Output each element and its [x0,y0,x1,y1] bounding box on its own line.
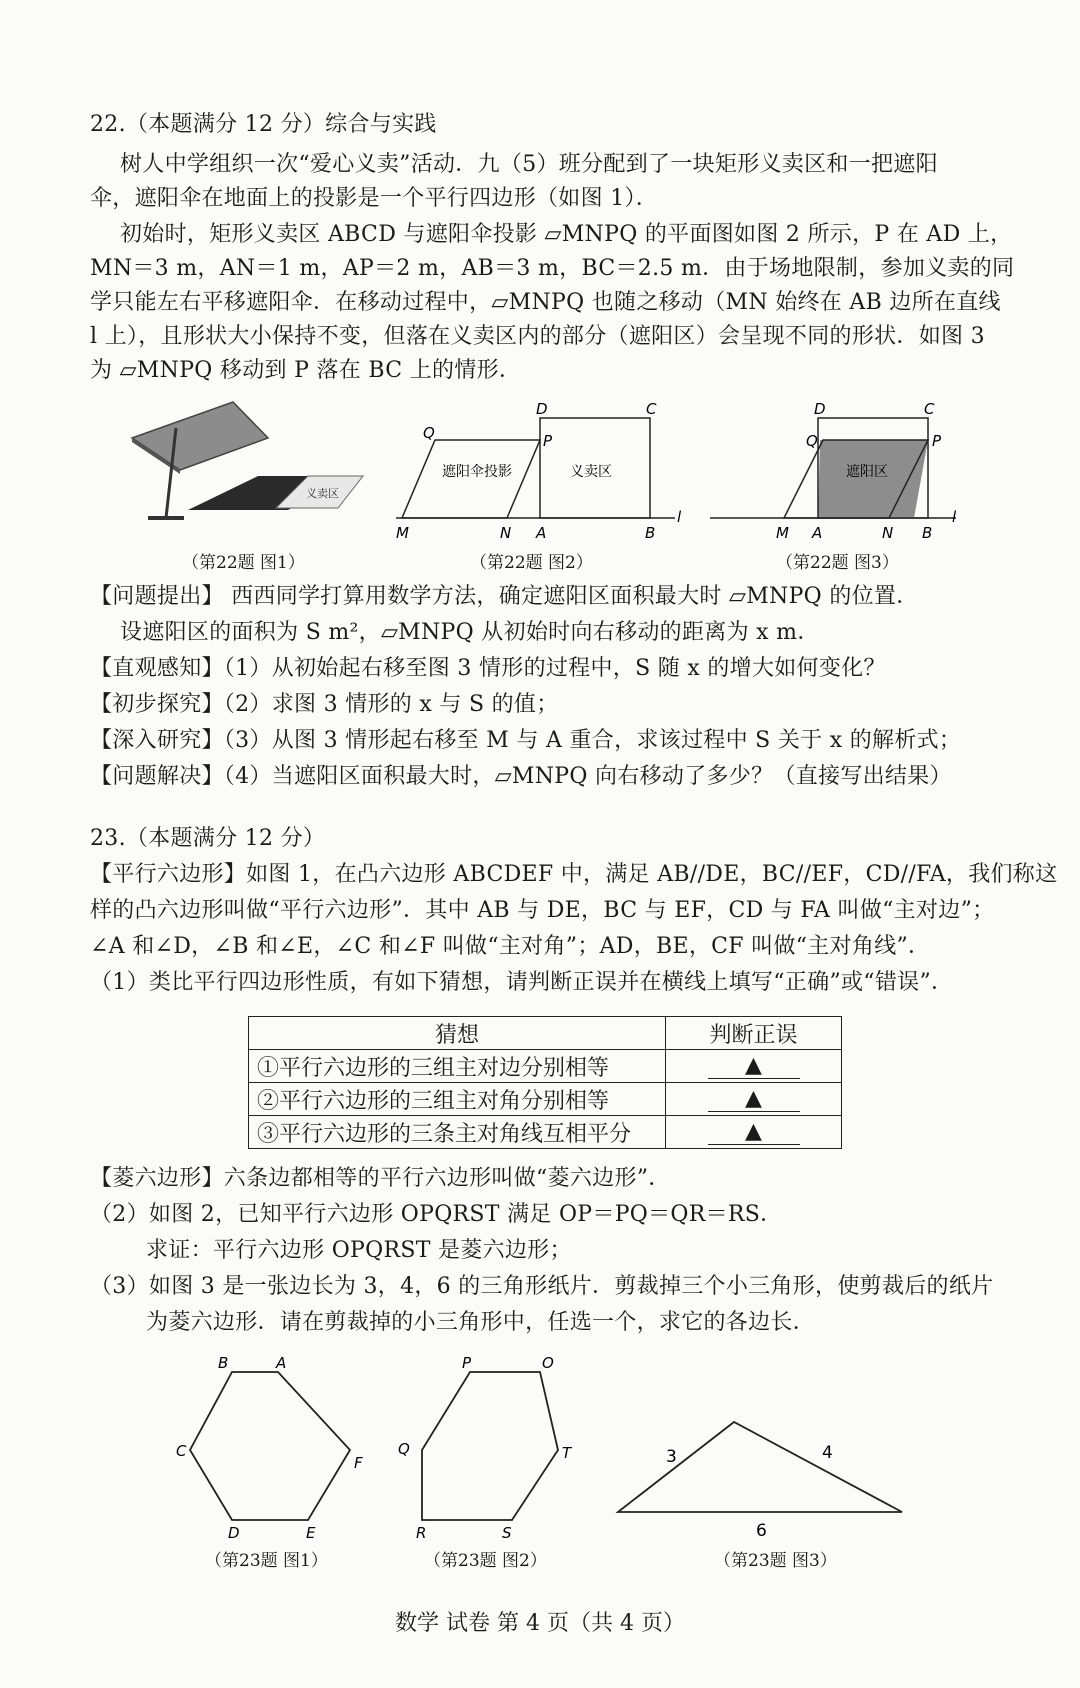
answer-blank-2[interactable] [666,1083,842,1116]
q23-fig2-caption: （第23题 图2） [424,1551,547,1571]
q22-part2: 【初步探究】（2）求图 3 情形的 x 与 S 的值； [90,692,559,717]
answer-mark: ▲ [708,1087,800,1112]
q22-para2-line1: 初始时，矩形义卖区 ABCD 与遮阳伞投影 ▱MNPQ 的平面图如图 2 所示，P 在 AD 上， [120,222,1013,247]
q23-def-line3: ∠A 和∠D，∠B 和∠E，∠C 和∠F 叫做“主对角”；AD，BE，CF 叫做“主对角线”． [90,934,931,959]
q23-part3-line2: 为菱六边形．请在剪裁掉的小三角形中，任选一个，求它的各边长． [146,1310,816,1335]
table-row [249,1116,842,1149]
label-C: C [646,400,657,418]
q22-heading: 22.（本题满分 12 分）综合与实践 [90,112,437,137]
label-B: B [922,524,933,542]
q22-fig2-caption: （第22题 图2） [470,553,593,573]
q22-para2-line4: l 上），且形状大小保持不变，但落在义卖区内的部分（遮阳区）会呈现不同的形状．如图 3 [90,324,985,349]
q22-part4: 【问题解决】（4）当遮阳区面积最大时，▱MNPQ 向右移动了多少？（直接写出结果） [90,764,952,789]
label-O: O [542,1354,554,1372]
answer-mark: ▲ [708,1054,800,1079]
label-R: R [416,1524,427,1540]
side-label-3: 3 [666,1447,677,1467]
q22-para2-line5: 为 ▱MNPQ 移动到 P 落在 BC 上的情形． [90,358,522,383]
q22-fig3-caption: （第22题 图3） [776,553,899,573]
q23-figure2-hexagon [390,1350,590,1540]
shade-area-label: 遮阳区 [846,464,888,480]
q22-figure2 [390,400,690,545]
q23-rhombus-def: 【菱六边形】六条边都相等的平行六边形叫做“菱六边形”． [90,1166,671,1191]
label-C: C [924,400,935,418]
label-M: M [776,524,789,542]
conjecture-table [248,1016,842,1149]
q23-figure3-triangle [610,1400,910,1540]
label-T: T [562,1444,572,1462]
sale-area-label: 义卖区 [570,464,612,480]
label-A: A [276,1354,287,1372]
answer-mark: ▲ [708,1120,800,1145]
q22-para1-line1: 树人中学组织一次“爱心义卖”活动．九（5）班分配到了一块矩形义卖区和一把遮阳 [120,152,938,177]
conjecture-1: ①平行六边形的三组主对边分别相等 [249,1050,666,1083]
label-B: B [645,524,656,542]
label-P: P [932,432,942,450]
hexagon-opqrst [422,1372,558,1520]
shadow-label: 遮阳伞投影 [442,464,512,480]
table-row [249,1083,842,1116]
label-N: N [500,524,512,542]
label-A: A [812,524,823,542]
answer-blank-3[interactable] [666,1116,842,1149]
label-P: P [462,1354,472,1372]
q23-def-line1: 【平行六边形】如图 1，在凸六边形 ABCDEF 中，满足 AB//DE，BC//EF，CD//FA，我们称这 [90,862,1058,887]
label-D: D [814,400,826,418]
label-N: N [882,524,894,542]
sign-text: 义卖区 [306,487,339,500]
q22-fig1-caption: （第22题 图1） [182,553,305,573]
umbrella-canopy [132,402,268,470]
label-l: l [952,508,957,526]
label-F: F [354,1454,363,1472]
triangle-paper [618,1422,902,1512]
q22-para2-line2: MN＝3 m，AN＝1 m，AP＝2 m，AB＝3 m，BC＝2.5 m．由于场地限制，参加义卖的同 [90,256,1015,281]
label-P: P [543,432,553,450]
label-Q: Q [398,1440,410,1458]
table-row [249,1050,842,1083]
table-header-conjecture: 猜想 [249,1017,666,1050]
label-A: A [536,524,547,542]
hexagon-abcdef [190,1372,350,1520]
conjecture-3: ③平行六边形的三条主对角线互相平分 [249,1116,666,1149]
side-label-6: 6 [756,1521,767,1540]
table-header-row [249,1017,842,1050]
answer-blank-1[interactable] [666,1050,842,1083]
conjecture-2: ②平行六边形的三组主对角分别相等 [249,1083,666,1116]
label-D: D [228,1524,240,1540]
q23-fig3-caption: （第23题 图3） [714,1551,837,1571]
label-D: D [536,400,548,418]
q22-setup: 设遮阳区的面积为 S m²，▱MNPQ 从初始时向右移动的距离为 x m． [120,620,820,645]
q23-part2-line1: （2）如图 2，已知平行六边形 OPQRST 满足 OP＝PQ＝QR＝RS． [90,1202,783,1227]
page-footer: 数学 试卷 第 4 页（共 4 页） [395,1611,685,1636]
label-M: M [396,524,409,542]
q23-figure1-hexagon [170,1350,370,1540]
q22-figure3 [706,400,966,545]
q22-para1-line2: 伞，遮阳伞在地面上的投影是一个平行四边形（如图 1）． [90,186,659,211]
q22-part3: 【深入研究】（3）从图 3 情形起右移至 M 与 A 重合，求该过程中 S 关于 x 的解析式； [90,728,962,753]
q23-part2-line2: 求证：平行六边形 OPQRST 是菱六边形； [146,1238,572,1263]
label-S: S [502,1524,512,1540]
label-Q: Q [806,432,818,450]
side-label-4: 4 [822,1443,833,1463]
q23-part1: （1）类比平行四边形性质，有如下猜想，请判断正误并在横线上填写“正确”或“错误”． [90,970,954,995]
q23-part3-line1: （3）如图 3 是一张边长为 3，4，6 的三角形纸片．剪裁掉三个小三角形，使剪裁后的纸片 [90,1274,994,1299]
q23-fig1-caption: （第23题 图1） [205,1551,328,1571]
q22-para2-line3: 学只能左右平移遮阳伞．在移动过程中，▱MNPQ 也随之移动（MN 始终在 AB 边所在直线 [90,290,1001,315]
table-header-judgement: 判断正误 [666,1017,842,1050]
q23-heading: 23.（本题满分 12 分） [90,826,326,851]
label-B: B [218,1354,229,1372]
label-E: E [306,1524,316,1540]
label-Q: Q [423,424,435,442]
label-C: C [176,1442,187,1460]
q22-part1: 【直观感知】（1）从初始起右移至图 3 情形的过程中，S 随 x 的增大如何变化？ [90,656,886,681]
q22-problem-raise: 【问题提出】 西西同学打算用数学方法，确定遮阳区面积最大时 ▱MNPQ 的位置． [90,584,919,609]
label-l: l [677,508,682,526]
q23-def-line2: 样的凸六边形叫做“平行六边形”．其中 AB 与 DE，BC 与 EF，CD 与 FA 叫做“主对边”； [90,898,995,923]
q22-figure1-photo [118,400,368,535]
